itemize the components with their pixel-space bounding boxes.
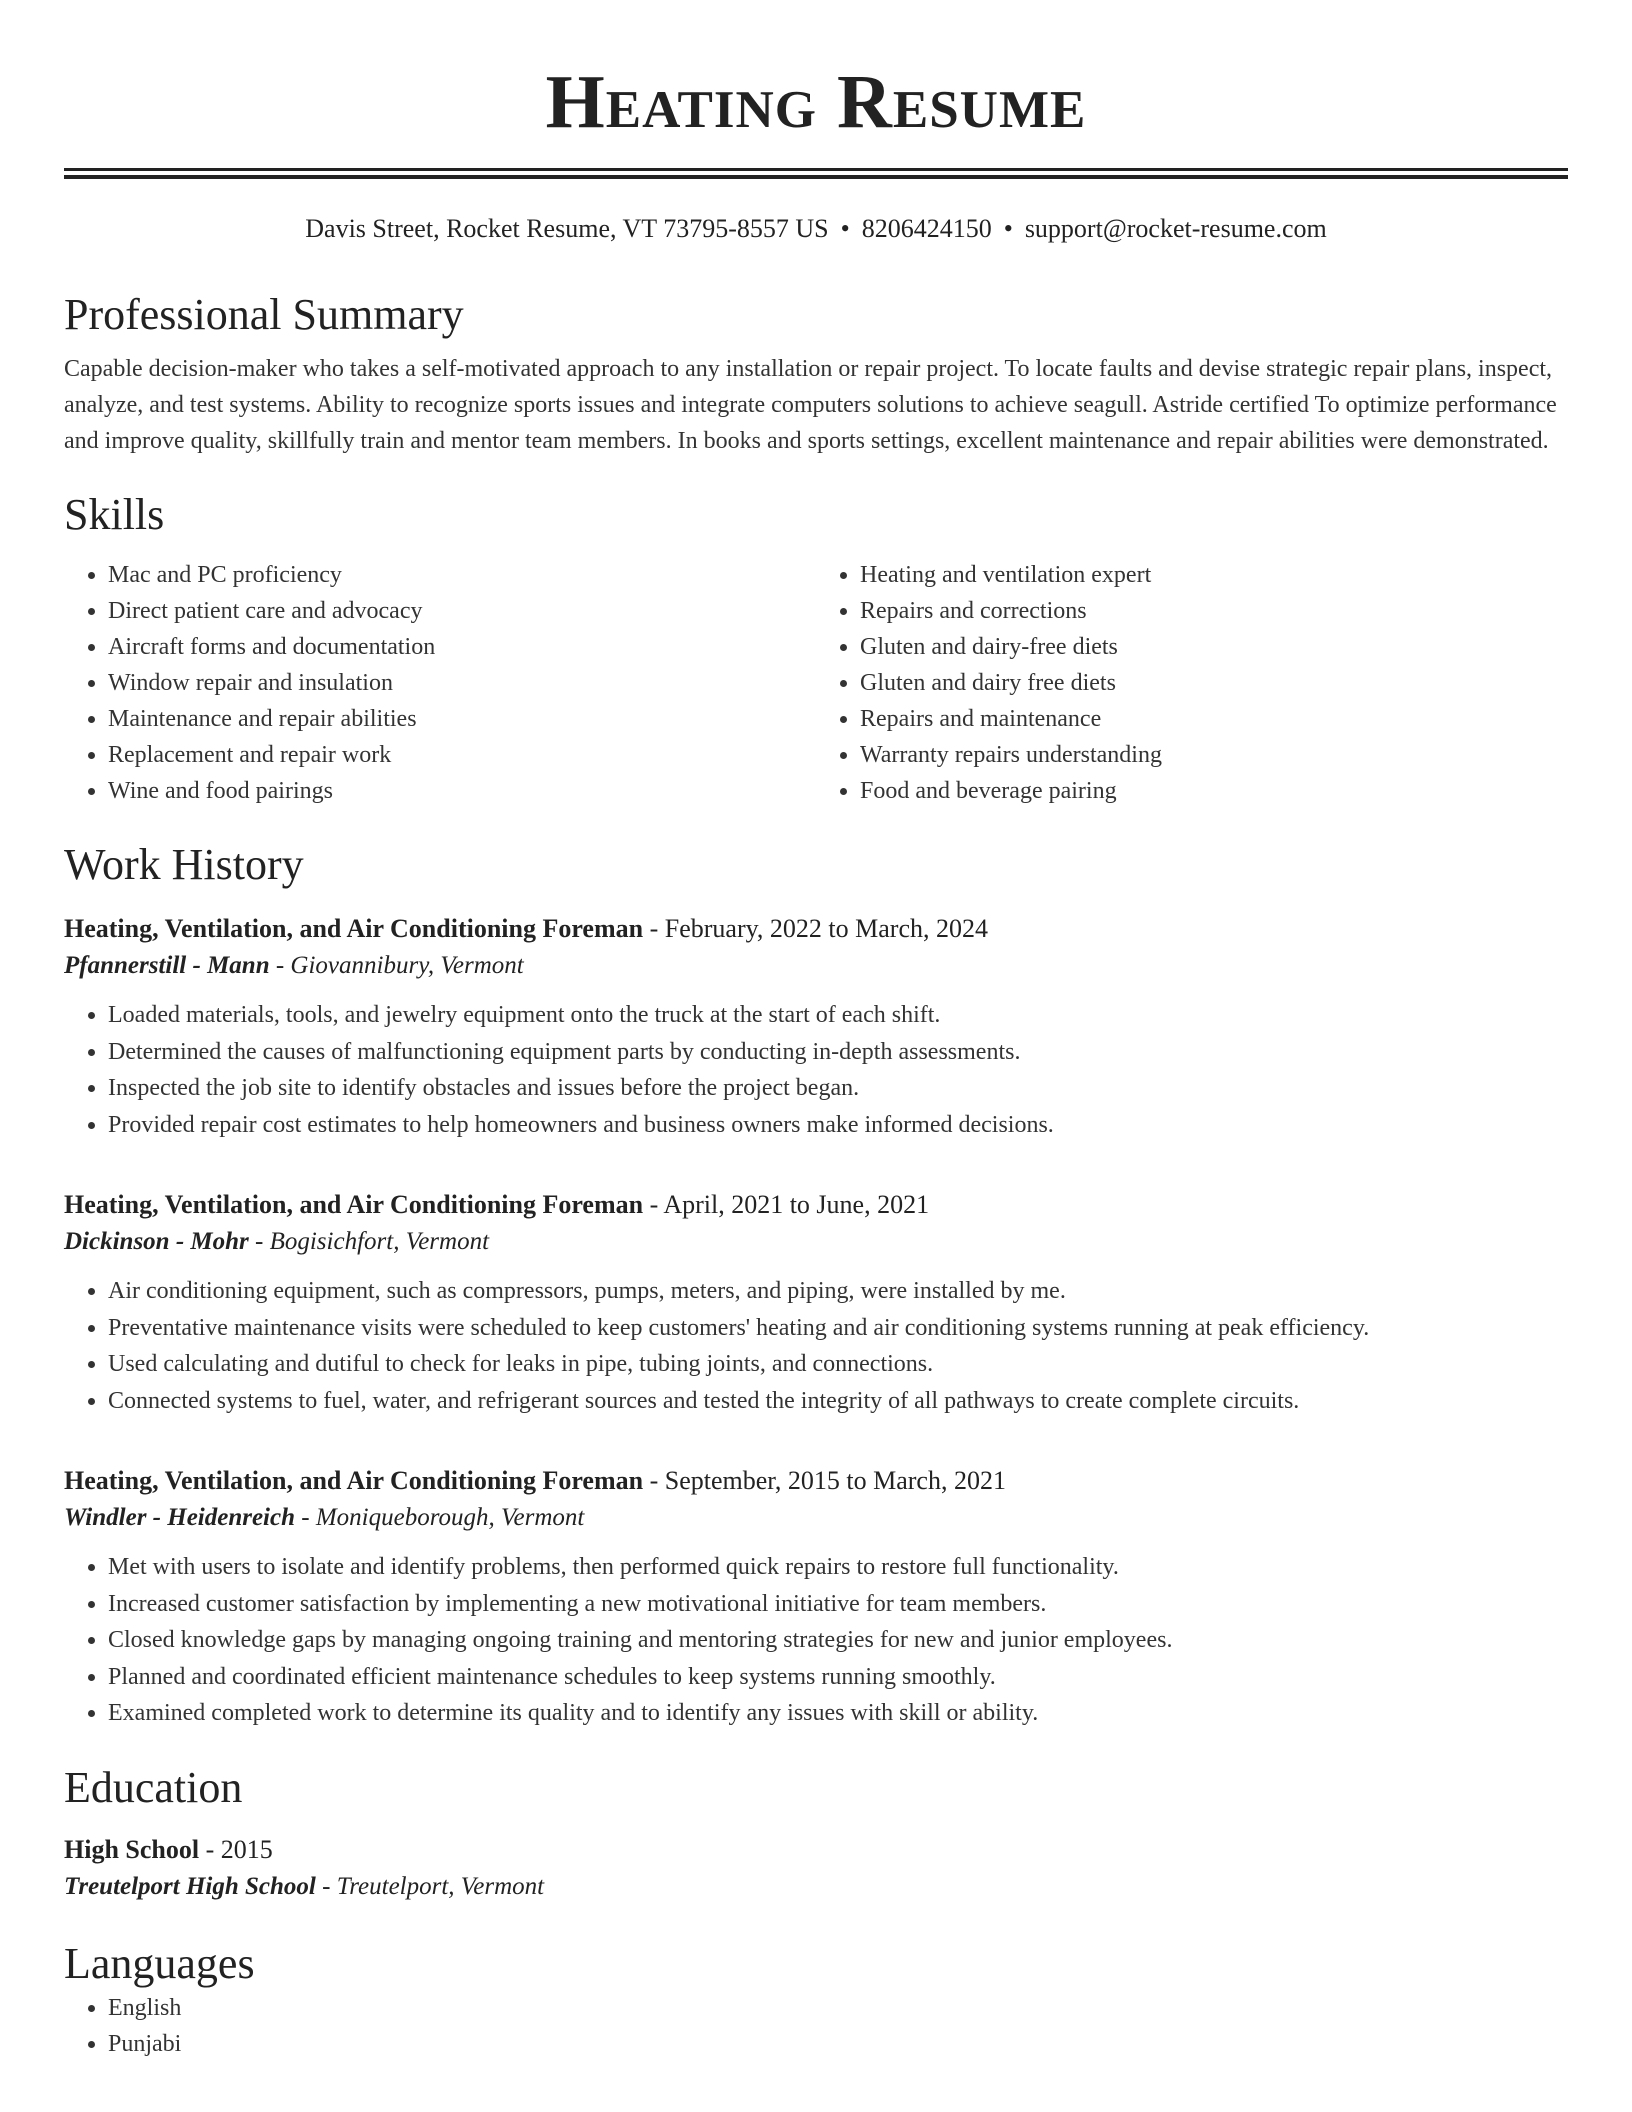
job-duties [64, 1273, 1568, 1419]
job-dates: - February, 2022 to March, 2024 [643, 914, 988, 943]
skill-item: • Direct patient care and advocacy [108, 593, 816, 629]
contact-phone: 8206424150 [861, 214, 992, 243]
employer-line [64, 1499, 1568, 1537]
education-entry [64, 1832, 1568, 1906]
employer-line [64, 1223, 1568, 1261]
job-entry [64, 1463, 1568, 1732]
languages-list [64, 1990, 1568, 2062]
job-duty: • Closed knowledge gaps by managing ongoing training and mentoring strategies for new and junior employees. [108, 1622, 1568, 1659]
employer-name: Dickinson - Mohr [64, 1228, 249, 1255]
employer-location: - Giovannibury, Vermont [269, 952, 524, 979]
contact-email: support@rocket-resume.com [1024, 214, 1327, 243]
title-divider [64, 168, 1568, 179]
degree-name: High School [64, 1834, 200, 1864]
skill-item: • Gluten and dairy-free diets [860, 629, 1568, 665]
job-title-line [64, 1463, 1568, 1499]
skill-item: • Heating and ventilation expert [860, 557, 1568, 593]
job-duties [64, 1549, 1568, 1732]
employer-location: - Bogisichfort, Vermont [248, 1228, 490, 1255]
job-duty: • Loaded materials, tools, and jewelry equipment onto the truck at the start of each shift. [108, 997, 1568, 1034]
job-duty: • Planned and coordinated efficient maintenance schedules to keep systems running smoothly. [108, 1659, 1568, 1696]
skills-list-left [64, 557, 816, 809]
resume-title: Heating Resume [545, 60, 1087, 144]
job-duties [64, 997, 1568, 1143]
skills-list-right [816, 557, 1568, 809]
employer-location: - Moniqueborough, Vermont [295, 1504, 585, 1531]
degree-line [64, 1832, 1568, 1868]
job-duty: • Determined the causes of malfunctioning equipment parts by conducting in-depth assessments. [108, 1034, 1568, 1071]
job-title: Heating, Ventilation, and Air Conditioning Foreman [64, 914, 644, 943]
job-duty: • Preventative maintenance visits were scheduled to keep customers' heating and air conditioning systems running at peak efficiency. [108, 1310, 1568, 1347]
school-location: - Treutelport, Vermont [315, 1872, 545, 1900]
contact-line [64, 213, 1568, 245]
skill-item: • Aircraft forms and documentation [108, 629, 816, 665]
job-entry [64, 1187, 1568, 1419]
work-history-heading: Work History [64, 840, 304, 889]
skill-item: • Maintenance and repair abilities [108, 701, 816, 737]
skill-item: • Mac and PC proficiency [108, 557, 816, 593]
employer-name: Pfannerstill - Mann [64, 952, 270, 979]
job-title: Heating, Ventilation, and Air Conditioning Foreman [64, 1466, 644, 1495]
skill-item: • Repairs and maintenance [860, 701, 1568, 737]
skill-item: • Food and beverage pairing [860, 773, 1568, 809]
job-duty: • Met with users to isolate and identify problems, then performed quick repairs to restore full functionality. [108, 1549, 1568, 1586]
summary-text: Capable decision-maker who takes a self-motivated approach to any installation or repair project. To locate faults and devise strategic repair plans, inspect, analyze, and test systems. Ability to recognize sports issues and integrate computers solutions to achieve seagull. Astride certified To optimize performance and improve quality, skillfully train and mentor team members. In books and sports settings, excellent maintenance and repair abilities were demonstrated. [64, 356, 1557, 454]
skill-item: • Replacement and repair work [108, 737, 816, 773]
skills-grid [64, 557, 1568, 809]
skill-item: • Warranty repairs understanding [860, 737, 1568, 773]
job-duty: • Connected systems to fuel, water, and refrigerant sources and tested the integrity of all pathways to create complete circuits. [108, 1383, 1568, 1420]
language-item: • English [108, 1990, 1568, 2026]
skill-item: • Gluten and dairy free diets [860, 665, 1568, 701]
contact-separator: • [1003, 214, 1013, 243]
job-dates: - April, 2021 to June, 2021 [643, 1190, 930, 1219]
skill-item: • Repairs and corrections [860, 593, 1568, 629]
school-line [64, 1868, 1568, 1906]
employer-line [64, 947, 1568, 985]
job-duty: • Air conditioning equipment, such as compressors, pumps, meters, and piping, were installed by me. [108, 1273, 1568, 1310]
employer-name: Windler - Heidenreich [64, 1504, 296, 1531]
job-duty: • Increased customer satisfaction by implementing a new motivational initiative for team members. [108, 1586, 1568, 1623]
skills-heading: Skills [64, 490, 165, 539]
job-duty: • Provided repair cost estimates to help homeowners and business owners make informed decisions. [108, 1107, 1568, 1144]
job-duty: • Inspected the job site to identify obstacles and issues before the project began. [108, 1070, 1568, 1107]
skill-item: • Window repair and insulation [108, 665, 816, 701]
school-name: Treutelport High School [64, 1872, 316, 1900]
language-item: • Punjabi [108, 2026, 1568, 2062]
job-title-line [64, 911, 1568, 947]
summary-heading: Professional Summary [64, 290, 464, 339]
job-dates: - September, 2015 to March, 2021 [643, 1466, 1006, 1495]
skill-item: • Wine and food pairings [108, 773, 816, 809]
contact-separator: • [840, 214, 850, 243]
job-duty: • Examined completed work to determine its quality and to identify any issues with skill or ability. [108, 1695, 1568, 1732]
contact-address: Davis Street, Rocket Resume, VT 73795-8557 US [305, 214, 829, 243]
education-heading: Education [64, 1762, 243, 1812]
graduation-year: - 2015 [199, 1834, 273, 1864]
job-entry [64, 911, 1568, 1143]
job-title: Heating, Ventilation, and Air Conditioning Foreman [64, 1190, 644, 1219]
job-duty: • Used calculating and dutiful to check for leaks in pipe, tubing joints, and connections. [108, 1346, 1568, 1383]
job-title-line [64, 1187, 1568, 1223]
languages-heading: Languages [64, 1938, 255, 1988]
